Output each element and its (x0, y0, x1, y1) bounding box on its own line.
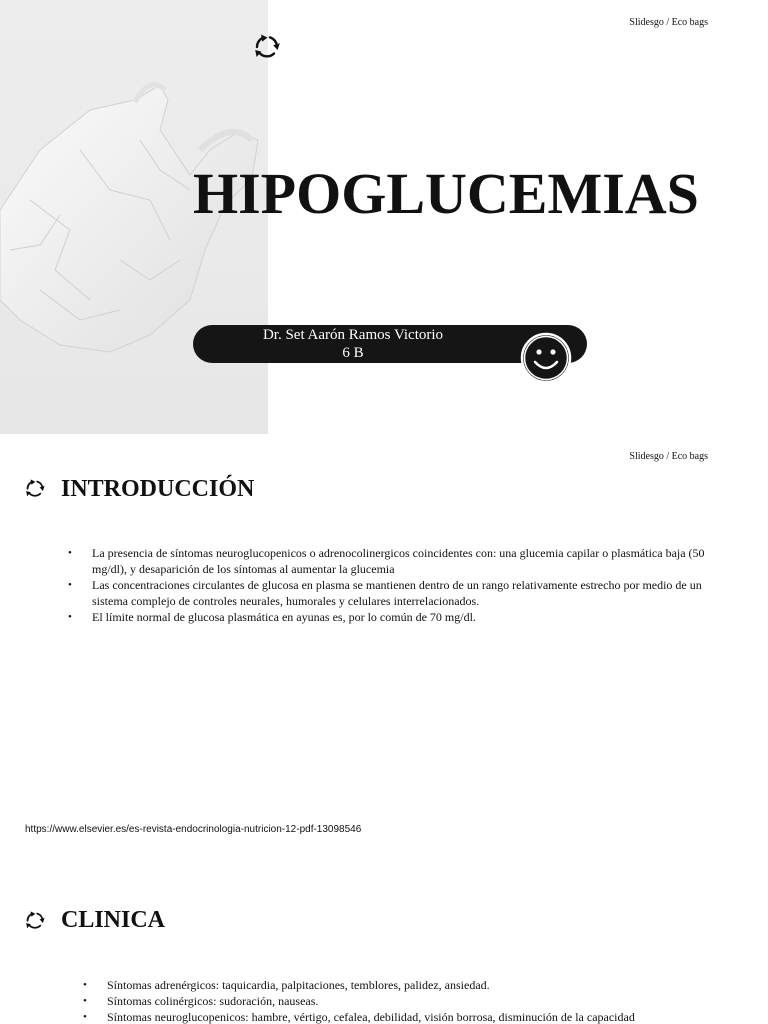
presenter-info (223, 326, 483, 362)
clinica-bullet-list (83, 977, 723, 1024)
clinica-slide (0, 868, 768, 1024)
presenter-name: Dr. Set Aarón Ramos Victorio (262, 327, 444, 343)
introduction-slide (0, 434, 768, 868)
list-item: • Síntomas adrenérgicos: taquicardia, palpitaciones, temblores, palidez, ansiedad. (83, 977, 723, 993)
list-item: • Síntomas colinérgicos: sudoración, nauseas. (83, 993, 723, 1009)
brand-label: Slidesgo / Eco bags (629, 17, 708, 28)
reference-link[interactable]: https://www.elsevier.es/es-revista-endocrinologia-nutricion-12-pdf-13098546 (25, 824, 362, 835)
smiley-icon (520, 332, 572, 384)
brand-label: Slidesgo / Eco bags (629, 451, 708, 462)
section-title-introduccion: INTRODUCCIÓN (61, 476, 255, 502)
presenter-group: 6 B (342, 345, 364, 361)
section-title-clinica: CLINICA (61, 907, 166, 933)
list-item: • Las concentraciones circulantes de glucosa en plasma se mantienen dentro de un rango relativamente estrecho por medio de un sistema complejo de controles neurales, humorales y celulares interrelacionados. (68, 577, 708, 609)
introduction-bullet-list (68, 545, 708, 625)
list-item: • La presencia de síntomas neuroglucopenicos o adrenocolinergicos coincidentes con: una glucemia capilar o plasmática baja (50 mg/dl), y desaparición de los síntomas al aumentar la glucemia (68, 545, 708, 577)
list-item: • Síntomas neuroglucopenicos: hambre, vértigo, cefalea, debilidad, visión borrosa, disminución de la capacidad (83, 1009, 723, 1024)
recycle-icon (23, 908, 47, 932)
recycle-icon (251, 30, 283, 62)
page-title: HIPOGLUCEMIAS (193, 161, 699, 226)
title-slide (0, 0, 768, 434)
recycle-icon (23, 476, 47, 500)
list-item: • El límite normal de glucosa plasmática en ayunas es, por lo común de 70 mg/dl. (68, 609, 708, 625)
